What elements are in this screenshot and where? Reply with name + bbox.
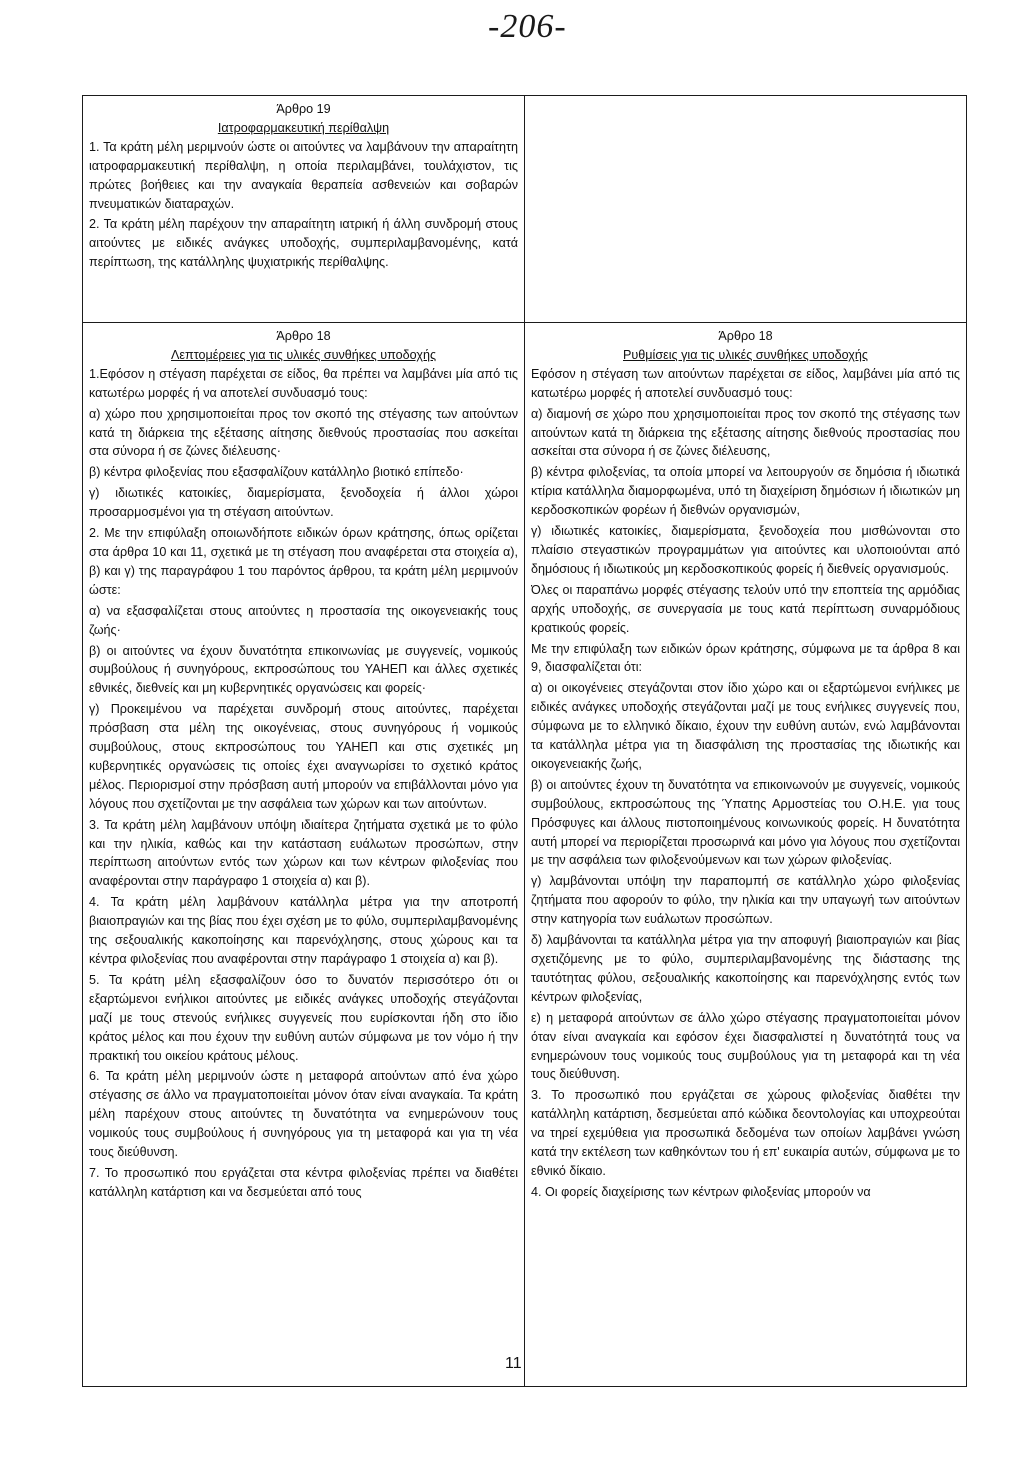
paragraph: δ) λαμβάνονται τα κατάλληλα μέτρα για την αποφυγή βιαιοπραγιών και βίας σχετιζόμενης με το φύλο, συμπεριλαμβανομένης της διάστασης της ταυτότητας φύλου, σεξουαλικής κακοποίησης και παρενόχλησης εντός των κέντρων φιλοξενίας, <box>531 933 960 1004</box>
paragraph: β) κέντρα φιλοξενίας, τα οποία μπορεί να λειτουργούν σε δημόσια ή ιδιωτικά κτίρια κατάλληλα διαμορφωμένα, υπό τη διαχείριση δημόσιων ή ιδιωτικών μη κερδοσκοπικών φορέων ή διεθνών οργανισμών, <box>531 465 960 518</box>
paragraph: γ) ιδιωτικές κατοικίες, διαμερίσματα, ξενοδοχεία που μισθώνονται στο πλαίσιο στεγαστικών προγραμμάτων για αιτούντες και υλοποιούνται από δημόσιους ή ιδιωτικούς μη κερδοσκοπικούς φορείς ή διεθνείς οργανισμούς. <box>531 524 960 576</box>
paragraph: Όλες οι παραπάνω μορφές στέγασης τελούν υπό την εποπτεία της αρμόδιας αρχής υποδοχής, σε συνεργασία με τους κατά περίπτωση συναρμόδιους κρατικούς φορείς. <box>531 582 960 635</box>
paragraph: 4. Οι φορείς διαχείρισης των κέντρων φιλοξενίας μπορούν να <box>531 1184 871 1199</box>
paragraph: β) κέντρα φιλοξενίας που εξασφαλίζουν κατάλληλο βιοτικό επίπεδο· <box>89 465 464 480</box>
article-heading: Άρθρο 19 <box>276 102 331 116</box>
paragraph: 5. Τα κράτη μέλη εξασφαλίζουν όσο το δυνατόν περισσότερο ότι οι εξαρτώμενοι ενήλικοι αιτούντες με ειδικές ανάγκες υποδοχής στεγάζονται μαζί με τους στενούς ενήλικες συγγενείς που ευρίσκονται ήδη στο ίδιο κράτος μέλος και που έχουν την ευθύνη αυτών σύμφωνα με τον νόμο ή την πρακτική του οικείου κράτους μέλους. <box>89 972 518 1063</box>
paragraph: Εφόσον η στέγαση των αιτούντων παρέχεται σε είδος, λαμβάνει μία από τις κατωτέρω μορφές ή αποτελεί συνδυασμό τους: <box>531 366 960 400</box>
paragraph: α) διαμονή σε χώρο που χρησιμοποιείται προς τον σκοπό της στέγασης των αιτούντων κατά τη διάρκεια της εξέτασης αίτησης διεθνούς προστασίας που ασκείται στα σύνορα ή σε ζώνες διέλευσης, <box>531 406 960 459</box>
handwritten-page-stamp: -206- <box>488 8 567 45</box>
paragraph: 6. Τα κράτη μέλη μεριμνούν ώστε η μεταφορά αιτούντων από ένα χώρο στέγασης σε άλλο να πραγματοποιείται μόνον όταν είναι αναγκαία. Τα κράτη μέλη παρέχουν στους αιτούντες τη δυνατότητα να ενημερώνουν τους νομικούς τους συμβούλους ή συνηγόρους για τη μεταφορά και για τη νέα τους διεύθυνση. <box>89 1069 518 1160</box>
table-row <box>83 96 967 323</box>
empty-cell <box>525 96 967 323</box>
paragraph: 7. Το προσωπικό που εργάζεται στα κέντρα φιλοξενίας πρέπει να διαθέτει κατάλληλη κατάρτιση και να δεσμεύεται από τους <box>89 1165 518 1199</box>
national-article-18-cell <box>525 323 967 1387</box>
article-heading: Άρθρο 18 <box>276 329 331 343</box>
table-row <box>83 323 967 1387</box>
paragraph: 3. Τα κράτη μέλη λαμβάνουν υπόψη ιδιαίτερα ζητήματα σχετικά με το φύλο και την ηλικία, καθώς και την κατάσταση ευάλωτων προσώπων, στην περίπτωση αιτούντων εντός των χώρων και των κέντρων φιλοξενίας που αναφέρονται στην παράγραφο 1 στοιχεία α) και β). <box>89 817 518 889</box>
paragraph: β) οι αιτούντες να έχουν δυνατότητα επικοινωνίας με συγγενείς, νομικούς συμβούλους ή συνηγόρους, εκπροσώπους του ΥΑΗΕΠ και άλλες σχετικές εθνικές, διεθνείς και μη κυβερνητικές οργανώσεις και φορείς· <box>89 643 518 696</box>
article-19-cell <box>83 96 525 323</box>
paragraph: 4. Τα κράτη μέλη λαμβάνουν κατάλληλα μέτρα για την αποτροπή βιαιοπραγιών και της βίας που έχει σχέση με το φύλο, συμπεριλαμβανομένης της σεξουαλικής κακοποίησης και παρενόχλησης, στους χώρους και τα κέντρα φιλοξενίας που αναφέρονται στην παράγραφο 1 στοιχεία α) και β). <box>89 895 518 966</box>
article-heading: Άρθρο 18 <box>718 329 773 343</box>
article-title: Ρυθμίσεις για τις υλικές συνθήκες υποδοχής <box>623 347 868 362</box>
comparison-table <box>82 95 967 1387</box>
paragraph: α) να εξασφαλίζεται στους αιτούντες η προστασία της οικογενειακής τους ζωής· <box>89 603 518 637</box>
paragraph: γ) ιδιωτικές κατοικίες, διαμερίσματα, ξενοδοχεία ή άλλοι χώροι προσαρμοσμένοι για τη στέγαση αιτούντων. <box>89 486 518 520</box>
paragraph: Με την επιφύλαξη των ειδικών όρων κράτησης, σύμφωνα με τα άρθρα 8 και 9, διασφαλίζεται ότι: <box>531 641 960 675</box>
paragraph: 2. Με την επιφύλαξη οποιωνδήποτε ειδικών όρων κράτησης, όπως ορίζεται στα άρθρα 10 και 11, σχετικά με τη στέγαση που αναφέρεται στα στοιχεία α), β) και γ) της παραγράφου 1 του παρόντος άρθρου, τα κράτη μέλη μεριμνούν ώστε: <box>89 526 518 597</box>
paragraph: 3. Το προσωπικό που εργάζεται σε χώρους φιλοξενίας διαθέτει την κατάλληλη κατάρτιση, δεσμεύεται από κώδικα δεοντολογίας και υποχρεούται να τηρεί εχεμύθεια για προσωπικά δεδομένα των οποίων λαμβάνει γνώση κατά την εκτέλεση των καθηκόντων του ή επ' ευκαιρία αυτών, σύμφωνα με το εθνικό δίκαιο. <box>531 1088 960 1178</box>
eu-article-18-cell <box>83 323 525 1387</box>
paragraph: β) οι αιτούντες έχουν τη δυνατότητα να επικοινωνούν με συγγενείς, νομικούς συμβούλους, εκπροσώπους της Ύπατης Αρμοστείας του Ο.Η.Ε. για τους Πρόσφυγες και άλλους πιστοποιημένους κοινωνικούς φορείς. Η δυνατότητα αυτή μπορεί να περιορίζεται προσωρινά και μόνο για λόγους που σχετίζονται με την ασφάλεια των φιλοξενούμενων και των χώρων φιλοξενίας. <box>531 777 960 868</box>
paragraph: 2. Τα κράτη μέλη παρέχουν την απαραίτητη ιατρική ή άλλη συνδρομή στους αιτούντες με ειδικές ανάγκες υποδοχής, συμπεριλαμβανομένης, κατά περίπτωση, της κατάλληλης ψυχιατρικής περίθαλψης. <box>89 217 518 270</box>
article-title: Λεπτομέρειες για τις υλικές συνθήκες υποδοχής <box>170 347 437 362</box>
page-number: 11 <box>505 1355 522 1372</box>
paragraph: γ) λαμβάνονται υπόψη την παραπομπή σε κατάλληλο χώρο φιλοξενίας ζητήματα που αφορούν το φύλο, την ηλικία και την υπαγωγή των αιτούντων στην κατηγορία των ευάλωτων προσώπων. <box>531 874 960 927</box>
paragraph: γ) Προκειμένου να παρέχεται συνδρομή στους αιτούντες, παρέχεται πρόσβαση στα μέλη της οικογένειας, στους συνηγόρους ή νομικούς συμβούλους, στους εκπροσώπους του ΥΑΗΕΠ και στις σχετικές μη κυβερνητικές οργανώσεις τις οποίες έχει αναγνωρίσει το σχετικό κράτος μέλος. Περιορισμοί στην πρόσβαση αυτή μπορούν να επιβάλλονται μόνο για λόγους που σχετίζονται με την ασφάλεια των χώρων και των αιτούντων. <box>89 702 518 811</box>
paragraph: ε) η μεταφορά αιτούντων σε άλλο χώρο στέγασης πραγματοποιείται μόνον όταν είναι αναγκαία και εφόσον έχει διασφαλιστεί η δυνατότητά τους να ενημερώνουν τους νομικούς τους συμβούλους για τη μεταφορά και τη νέα τους διεύθυνση. <box>531 1010 960 1082</box>
article-title: Ιατροφαρμακευτική περίθαλψη <box>217 120 390 135</box>
paragraph: 1.Εφόσον η στέγαση παρέχεται σε είδος, θα πρέπει να λαμβάνει μία από τις κατωτέρω μορφές ή να αποτελεί συνδυασμό τους: <box>89 366 518 400</box>
paragraph: α) χώρο που χρησιμοποιείται προς τον σκοπό της στέγασης των αιτούντων κατά τη διάρκεια της εξέτασης αίτησης διεθνούς προστασίας που ασκείται στα σύνορα ή σε ζώνες διέλευσης· <box>89 406 518 459</box>
paragraph: 1. Τα κράτη μέλη μεριμνούν ώστε οι αιτούντες να λαμβάνουν την απαραίτητη ιατροφαρμακευτική περίθαλψη, η οποία περιλαμβάνει, τουλάχιστον, τις πρώτες βοήθειες και την αναγκαία θεραπεία ασθενειών και σοβαρών πνευματικών διαταραχών. <box>89 139 518 211</box>
paragraph: α) οι οικογένειες στεγάζονται στον ίδιο χώρο και οι εξαρτώμενοι ενήλικες με ειδικές ανάγκες υποδοχής στεγάζονται μαζί με τους ενήλικες συγγενείς που, σύμφωνα με το ελληνικό δίκαιο, έχουν την ευθύνη αυτών, ενώ λαμβάνονται τα κατάλληλα μέτρα για τη διασφάλιση της προστασίας της ιδιωτικής και οικογενειακής ζωής, <box>531 681 960 771</box>
